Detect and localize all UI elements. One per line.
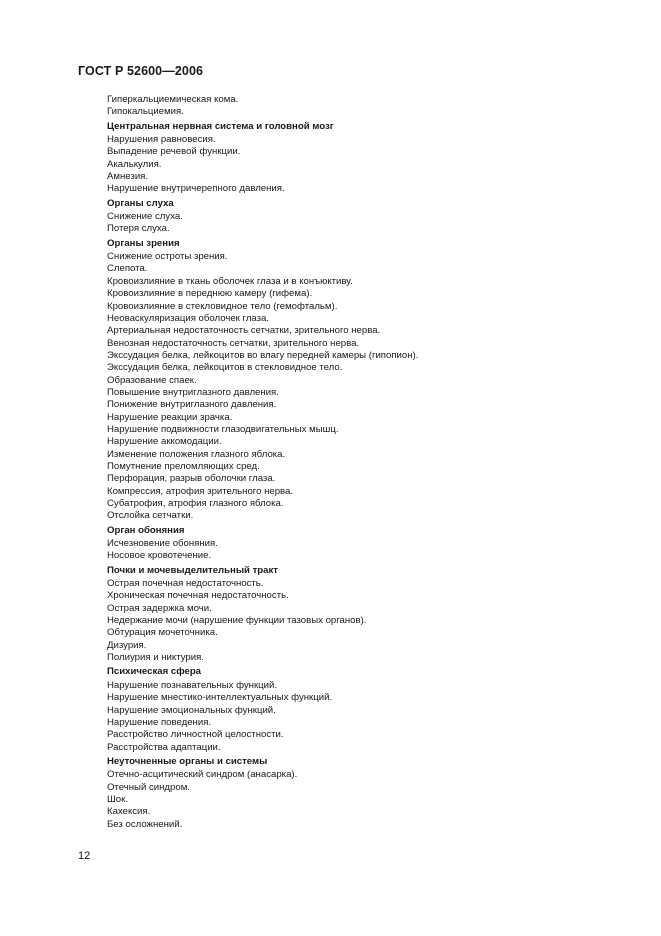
list-item: Полиурия и никтурия. bbox=[107, 652, 204, 664]
section-heading: Психическая сфера bbox=[107, 666, 202, 678]
list-item: Артериальная недостаточность сетчатки, зрительного нерва. bbox=[107, 325, 381, 337]
list-item: Помутнение преломляющих сред. bbox=[107, 460, 260, 472]
list-item: Снижение слуха. bbox=[107, 211, 183, 223]
section-heading: Центральная нервная система и головной мозг bbox=[107, 120, 334, 132]
list-item: Отечный синдром. bbox=[107, 781, 190, 793]
list-item: Потеря слуха. bbox=[107, 223, 170, 235]
list-item: Кахексия. bbox=[107, 806, 151, 818]
list-item: Гипокальциемия. bbox=[107, 106, 184, 118]
list-item: Нарушение внутричерепного давления. bbox=[107, 183, 285, 195]
list-item: Снижение остроты зрения. bbox=[107, 251, 228, 263]
list-item: Расстройство личностной целостности. bbox=[107, 729, 284, 741]
section-heading: Неуточненные органы и системы bbox=[107, 755, 268, 767]
list-item: Амнезия. bbox=[107, 171, 149, 183]
list-item: Изменение положения глазного яблока. bbox=[107, 448, 286, 460]
list-item: Компрессия, атрофия зрительного нерва. bbox=[107, 485, 294, 497]
document-header: ГОСТ Р 52600—2006 bbox=[78, 64, 204, 78]
list-item: Обтурация мочеточника. bbox=[107, 627, 218, 639]
list-item: Расстройства адаптации. bbox=[107, 741, 221, 753]
page-number: 12 bbox=[78, 850, 91, 862]
list-item: Носовое кровотечение. bbox=[107, 550, 212, 562]
list-item: Экссудация белка, лейкоцитов в стекловидное тело. bbox=[107, 362, 343, 374]
list-item: Гиперкальциемическая кома. bbox=[107, 94, 239, 105]
list-item: Шок. bbox=[107, 793, 128, 805]
list-item: Нарушение эмоциональных функций. bbox=[107, 704, 276, 716]
list-item: Нарушение аккомодации. bbox=[107, 436, 222, 448]
list-item: Без осложнений. bbox=[107, 818, 183, 830]
list-item: Акалькулия. bbox=[107, 158, 162, 170]
list-item: Неоваскуляризация оболочек глаза. bbox=[107, 312, 270, 324]
list-item: Повышение внутриглазного давления. bbox=[107, 386, 279, 398]
list-item: Субатрофия, атрофия глазного яблока. bbox=[107, 498, 284, 509]
list-item: Слепота. bbox=[107, 263, 148, 275]
list-item: Экссудация белка, лейкоцитов во влагу передней камеры (гипопион). bbox=[107, 349, 419, 361]
list-item: Исчезновение обоняния. bbox=[107, 538, 218, 550]
list-item: Понижение внутриглазного давления. bbox=[107, 399, 277, 411]
list-item: Кровоизлияние в переднюю камеру (гифема). bbox=[107, 288, 313, 300]
list-item: Образование спаек. bbox=[107, 374, 197, 386]
section-heading: Почки и мочевыделительный тракт bbox=[107, 564, 278, 576]
list-item: Острая задержка мочи. bbox=[107, 602, 212, 614]
document-body bbox=[107, 94, 627, 831]
list-item: Нарушение поведения. bbox=[107, 716, 212, 728]
list-item: Недержание мочи (нарушение функции тазовых органов). bbox=[107, 615, 367, 627]
list-item: Кровоизлияние в ткань оболочек глаза и в конъюктиву. bbox=[107, 275, 353, 287]
list-item: Хроническая почечная недостаточность. bbox=[107, 590, 289, 602]
list-item: Нарушения равновесия. bbox=[107, 134, 216, 146]
list-item: Выпадение речевой функции. bbox=[107, 146, 241, 158]
list-item: Отечно-асцитический синдром (анасарка). bbox=[107, 769, 298, 781]
list-item: Перфорация, разрыв оболочки глаза. bbox=[107, 473, 276, 485]
section-heading: Орган обоняния bbox=[107, 524, 185, 536]
list-item: Нарушение познавательных функций. bbox=[107, 679, 278, 691]
list-item: Кровоизлияние в стекловидное тело (гемофтальм). bbox=[107, 300, 338, 312]
list-item: Острая почечная недостаточность. bbox=[107, 578, 264, 590]
section-heading: Органы слуха bbox=[107, 197, 174, 209]
list-item: Венозная недостаточность сетчатки, зрительного нерва. bbox=[107, 337, 360, 349]
list-item: Нарушение мнестико-интеллектуальных функций. bbox=[107, 692, 333, 704]
list-item: Отслойка сетчатки. bbox=[107, 510, 194, 522]
list-item: Дизурия. bbox=[107, 639, 147, 651]
list-item: Нарушение подвижности глазодвигательных мышц. bbox=[107, 423, 339, 435]
section-heading: Органы зрения bbox=[107, 237, 180, 249]
list-item: Нарушение реакции зрачка. bbox=[107, 411, 233, 423]
